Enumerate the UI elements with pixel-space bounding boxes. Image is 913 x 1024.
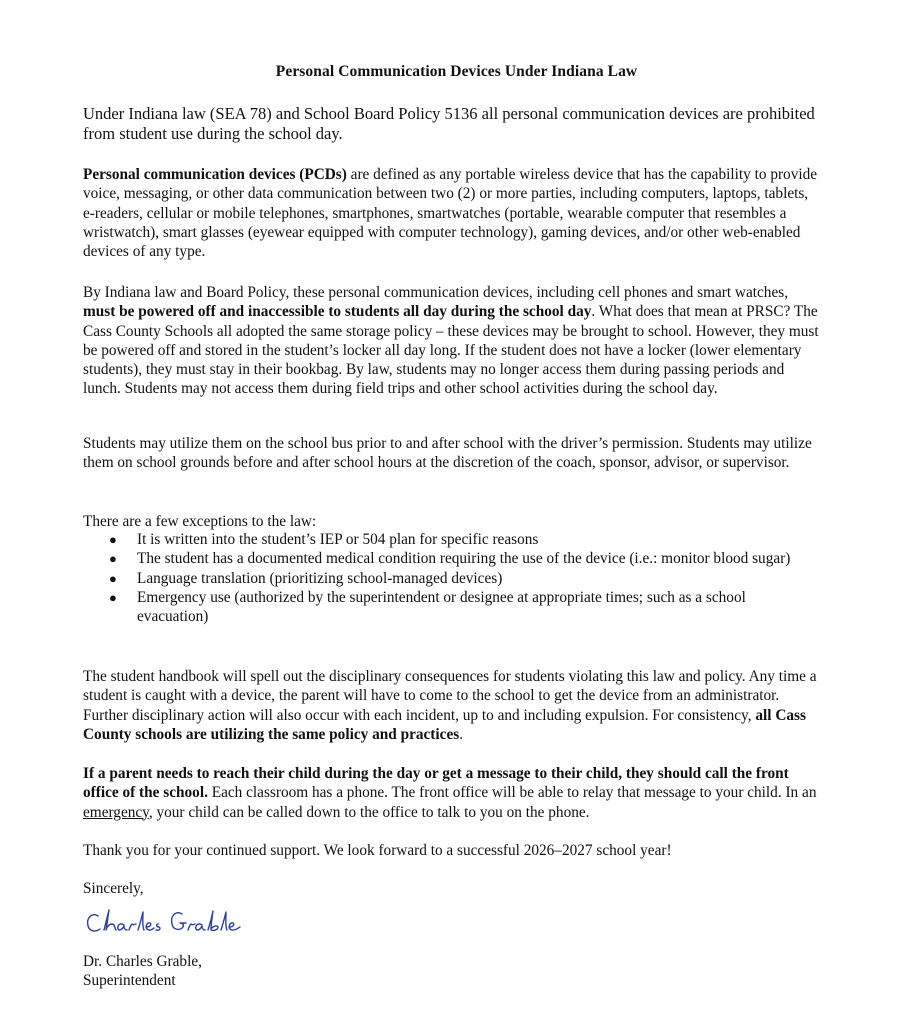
list-item (105, 588, 815, 627)
exception-text: Language translation (prioritizing school-managed devices) (137, 569, 503, 587)
signer-block (83, 952, 202, 991)
law-text-bold: must be powered off and inaccessible to students all day during the school day (83, 303, 592, 321)
definition-paragraph (83, 165, 823, 261)
discipline-text-after: . (459, 725, 464, 743)
parent-text-middle: Each classroom has a phone. The front office will be able to relay that message to your child. In an (207, 784, 817, 802)
exceptions-intro: There are a few exceptions to the law: (83, 513, 317, 530)
list-item (105, 530, 815, 549)
bus-paragraph: Students may utilize them on the school bus prior to and after school with the driver’s permission. Students may utilize them on school grounds before and after school hours at the discretion of the coach, sponsor, advisor, or supervisor. (83, 435, 812, 472)
bullet-icon: ● (109, 532, 117, 547)
list-item (105, 549, 815, 568)
discipline-paragraph (83, 667, 823, 744)
discipline-text-before: The student handbook will spell out the disciplinary consequences for students violating this law and policy. Any time a student is caught with a device, the parent will have to come to the school to get the device from an administrator. Further disciplinary action will also occur with each incident, up to and including expulsion. For consistency, (83, 668, 817, 724)
exception-text: Emergency use (authorized by the superintendent or designee at appropriate times; such as a school evacuation) (137, 588, 746, 626)
parent-contact-paragraph (83, 764, 823, 822)
parent-text-after: , your child can be called down to the office to talk to you on the phone. (148, 803, 590, 821)
exception-text: The student has a documented medical condition requiring the use of the device (i.e.: monitor blood sugar) (137, 550, 791, 568)
bullet-icon: ● (109, 570, 117, 586)
law-text-before: By Indiana law and Board Policy, these personal communication devices, including cell phones and smart watches, (83, 284, 789, 301)
law-paragraph (83, 283, 823, 399)
signer-name: Dr. Charles Grable, (83, 953, 202, 970)
bullet-icon: ● (109, 589, 117, 605)
law-text-after: . What does that mean at PRSC? The Cass County Schools all adopted the same storage policy – these devices may be brought to school. However, they must be powered off and stored in the student’s locker all day long. If the student does not have a locker (lower elementary students), they must stay in their bookbag. By law, students may no longer access them during passing periods and lunch. Students may not access them during field trips and other school activities during the school day. (83, 303, 819, 398)
letter-title: Personal Communication Devices Under Indiana Law (275, 63, 638, 80)
list-item (105, 569, 815, 588)
emergency-word: emergency (83, 803, 149, 821)
definition-term: Personal communication devices (PCDs) (83, 166, 347, 183)
definition-text: are defined as any portable wireless device that has the capability to provide voice, messaging, or other data communication between two (2) or more parties, including computers, laptops, tablets, e-readers, cellular or mobile telephones, smartphones, smartwatches (portable, wearable computer that resembles a wristwatch), smart glasses (eyewear equipped with computer technology), gaming devices, and/or other web-enabled devices of any type. (83, 166, 818, 261)
bullet-icon: ● (109, 551, 117, 567)
exceptions-list (105, 530, 815, 626)
intro-paragraph: Under Indiana law (SEA 78) and School Board Policy 5136 all personal communication devices are prohibited from student use during the school day. (83, 104, 815, 143)
thanks-paragraph: Thank you for your continued support. We look forward to a successful 2026–2027 school year! (83, 842, 672, 859)
parent-text-bold: If a parent needs to reach their child during the day or get a message to their child, they should call the front office of the school. (83, 765, 789, 802)
signer-title: Superintendent (83, 972, 176, 990)
closing-text: Sincerely, (83, 880, 144, 897)
handwritten-signature (84, 902, 284, 942)
exception-text: It is written into the student’s IEP or 504 plan for specific reasons (137, 531, 539, 548)
discipline-text-bold: all Cass County schools are utilizing the same policy and practices (83, 706, 806, 743)
